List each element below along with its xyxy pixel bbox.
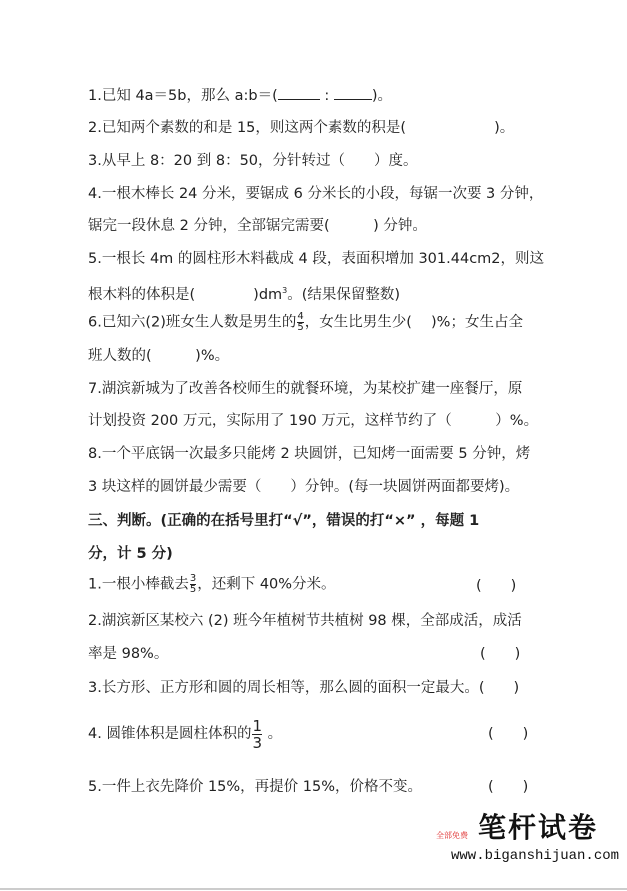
answer-blank [334, 87, 372, 100]
denominator: 3 [252, 733, 262, 752]
question-4-line2: 锯完一段休息 2 分钟，全部锯完需要( ) 分钟。 [88, 218, 427, 234]
question-7-line2: 计划投资 200 万元，实际用了 190 万元，这样节约了（ ）%。 [88, 413, 539, 429]
q5-note: 。(结果保留整数) [287, 286, 401, 303]
fraction [190, 574, 196, 595]
q6-text-end: ，女生比男生少( )%；女生占全 [304, 314, 523, 331]
judge-5-paren: ( ) [488, 779, 529, 795]
q1-text: 1.已知 4a＝5b，那么 a:b＝( [88, 88, 278, 104]
question-8-line1: 8.一个平底锅一次最多只能烤 2 块圆饼，已知烤一面需要 5 分钟，烤 [88, 446, 531, 462]
judge-4-paren: ( ) [488, 726, 529, 742]
judge-1 [88, 574, 336, 595]
numerator: 4 [297, 311, 304, 322]
j4-text: 4. 圆锥体积是圆柱体积的 [88, 726, 252, 742]
section-heading-line2: 分，计 5 分) [88, 546, 173, 562]
judge-5: 5.一件上衣先降价 15%，再提价 15%，价格不变。 [88, 779, 423, 795]
question-6-line2: 班人数的( )%。 [88, 348, 230, 364]
q1-colon: : [324, 88, 330, 104]
question-4-line1: 4.一根木棒长 24 分米，要锯成 6 分米长的小段，每锯一次要 3 分钟， [88, 186, 544, 202]
question-1 [88, 86, 392, 106]
q2-end: )。 [494, 120, 515, 136]
section-heading-line1: 三、判断。(正确的在括号里打“√”，错误的打“×” ，每题 1 [88, 513, 480, 529]
judge-2-line2: 率是 98%。 [88, 646, 169, 662]
denominator: 5 [297, 322, 304, 333]
j4-text-end: 。 [267, 726, 283, 742]
q5-superscript: 3 [282, 286, 288, 295]
fraction [252, 718, 262, 751]
q5-text: 根木料的体积是( )dm [88, 286, 283, 303]
numerator: 1 [252, 716, 262, 735]
question-6-line1 [88, 312, 523, 333]
q1-end: )。 [371, 88, 393, 104]
page-bottom-divider [0, 888, 627, 890]
q6-text: 6.已知六(2)班女生人数是男生的 [88, 314, 297, 331]
watermark-url: www.biganshijuan.com [451, 848, 620, 864]
answer-blank [278, 87, 320, 100]
question-7-line1: 7.湖滨新城为了改善各校师生的就餐环境，为某校扩建一座餐厅，原 [88, 381, 523, 397]
fraction [297, 312, 303, 333]
judge-3: 3.长方形、正方形和圆的周长相等，那么圆的面积一定最大。( ) [88, 680, 520, 696]
watermark-tag: 全部免费 [436, 831, 468, 840]
question-8-line2: 3 块这样的圆饼最少需要（ ）分钟。(每一块圆饼两面都要烤)。 [88, 479, 520, 495]
judge-4 [88, 716, 282, 752]
question-5-line1: 5.一根长 4m 的圆柱形木料截成 4 段，表面积增加 301.44cm2，则这 [88, 251, 545, 267]
j1-text-end: ，还剩下 40%分米。 [197, 576, 336, 593]
watermark-logo: 笔杆试卷 [478, 811, 599, 844]
q2-text: 2.已知两个素数的和是 15，则这两个素数的积是( [88, 120, 407, 136]
question-2 [88, 118, 514, 138]
question-5-line2 [88, 281, 400, 305]
judge-1-paren: ( ) [476, 578, 517, 594]
judge-2-paren: ( ) [480, 646, 521, 662]
numerator: 3 [189, 573, 197, 584]
denominator: 5 [189, 584, 197, 595]
j1-text: 1.一根小棒截去 [88, 576, 189, 593]
question-3: 3.从早上 8：20 到 8：50，分针转过（ ）度。 [88, 153, 418, 169]
judge-2-line1: 2.湖滨新区某校六 (2) 班今年植树节共植树 98 棵，全部成活，成活 [88, 613, 522, 629]
